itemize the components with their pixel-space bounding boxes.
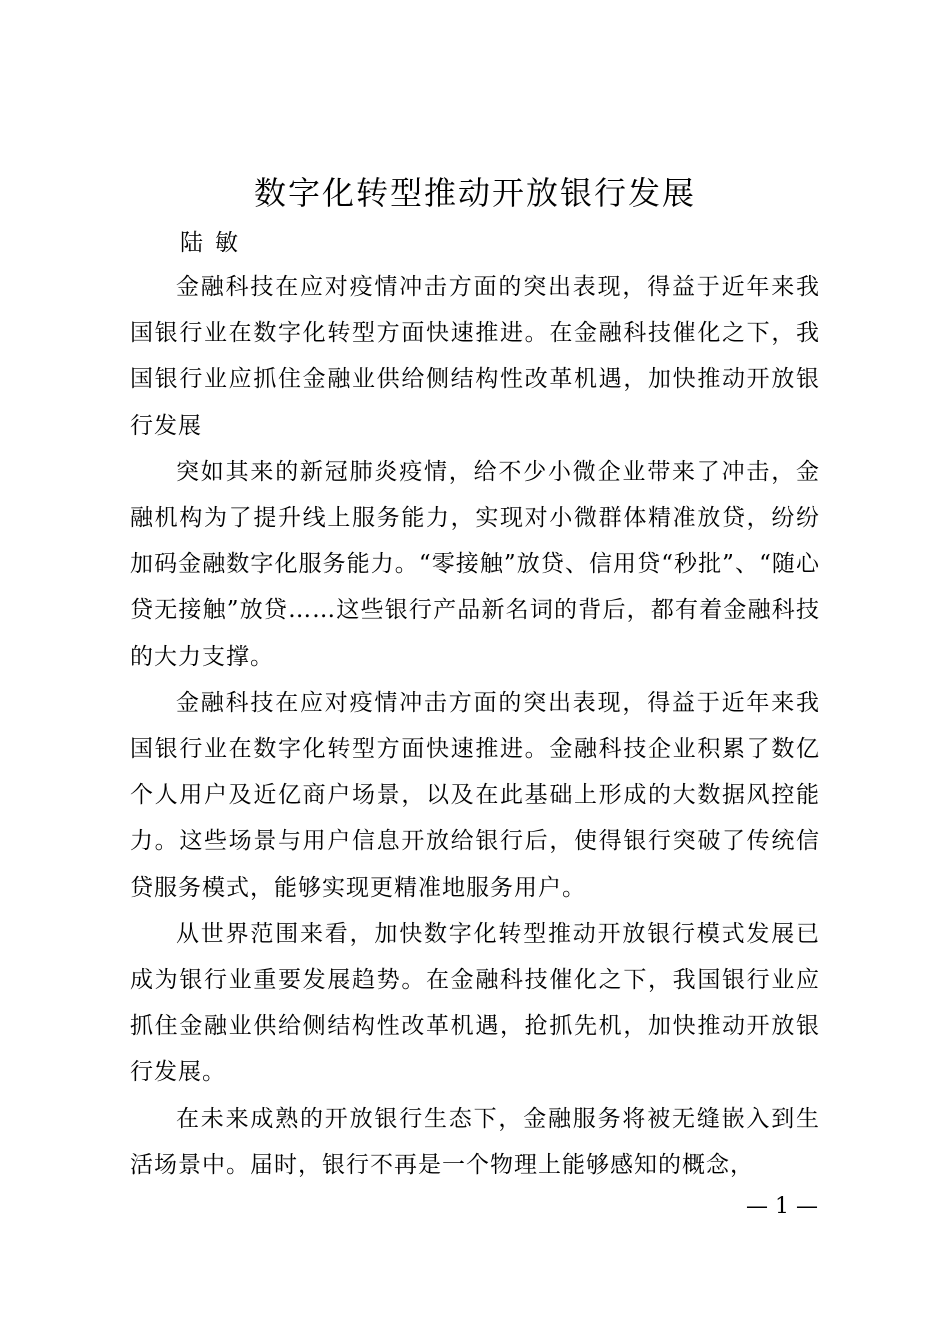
paragraph: 在未来成熟的开放银行生态下，金融服务将被无缝嵌入到生活场景中。届时，银行不再是一个物理上能够感知的概念， <box>130 1105 820 1178</box>
paragraph: 金融科技在应对疫情冲击方面的突出表现，得益于近年来我国银行业在数字化转型方面快速推进。金融科技企业积累了数亿个人用户及近亿商户场景，以及在此基础上形成的大数据风控能力。这些场景与用户信息开放给银行后，使得银行突破了传统信贷服务模式，能够实现更精准地服务用户。 <box>130 689 820 901</box>
document-body <box>130 264 820 1188</box>
page-number: — 1 — <box>746 1194 818 1219</box>
author-name: 陆敏 <box>180 230 250 256</box>
paragraph: 突如其来的新冠肺炎疫情，给不少小微企业带来了冲击，金融机构为了提升线上服务能力，实现对小微群体精准放贷，纷纷加码金融数字化服务能力。“零接触”放贷、信用贷“秒批”、“随心贷无接触”放贷……这些银行产品新名词的背后，都有着金融科技的大力支撑。 <box>130 458 820 670</box>
paragraph: 从世界范围来看，加快数字化转型推动开放银行模式发展已成为银行业重要发展趋势。在金融科技催化之下，我国银行业应抓住金融业供给侧结构性改革机遇，抢抓先机，加快推动开放银行发展。 <box>130 920 820 1086</box>
paragraph: 金融科技在应对疫情冲击方面的突出表现，得益于近年来我国银行业在数字化转型方面快速推进。在金融科技催化之下，我国银行业应抓住金融业供给侧结构性改革机遇，加快推动开放银行发展 <box>130 274 820 439</box>
document-title: 数字化转型推动开放银行发展 <box>253 174 696 212</box>
